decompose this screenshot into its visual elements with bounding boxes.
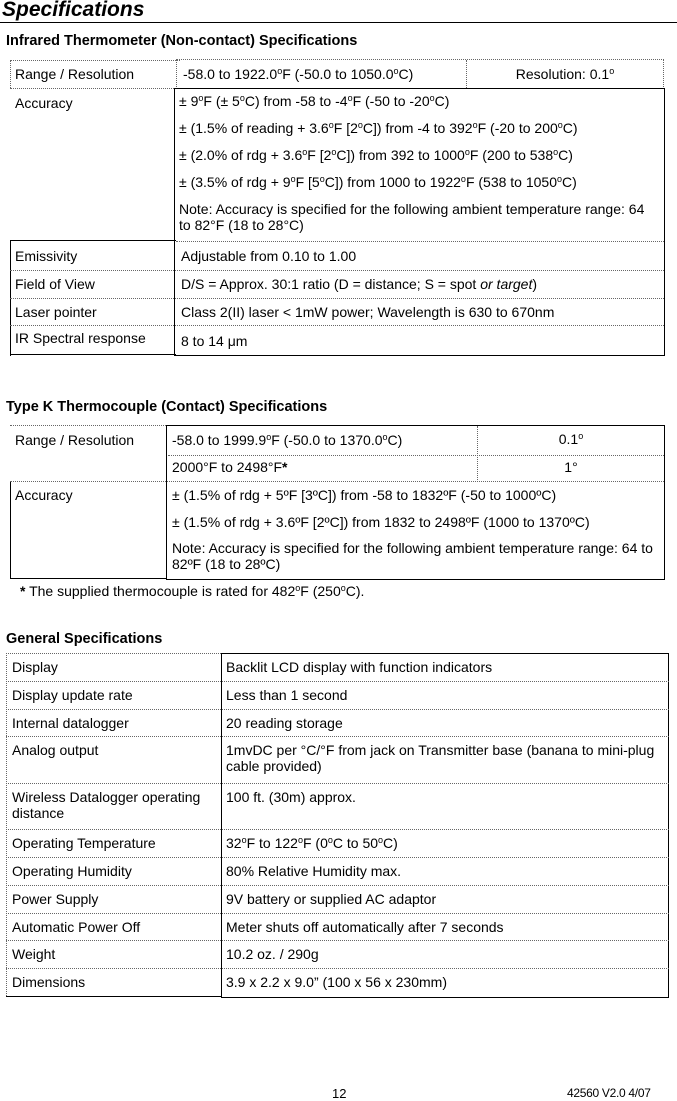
tk-heading: Type K Thermocouple (Contact) Specifications bbox=[6, 399, 328, 415]
ir-emissivity-label: Emissivity bbox=[15, 248, 78, 264]
ir-accuracy-line: ± (2.0% of rdg + $3.6^oF$ [2$^o$C]) from 392 to 1000$^o$F (200 to 538$^o$C) bbox=[179, 147, 573, 163]
tk-accuracy-line: ± (1.5% of rdg + 5ºF [3ºC]) from -58 to 1832ºF (-50 to 1000ºC) bbox=[172, 487, 557, 503]
gen-heading: General Specifications bbox=[6, 631, 163, 647]
gen-row-value: Less than 1 second bbox=[226, 687, 348, 703]
gen-row-value: 1mvDC per °C/°F from jack on Transmitter base (banana to mini-plug cable provided) bbox=[226, 742, 655, 774]
tk-accuracy-label: Accuracy bbox=[15, 487, 73, 503]
ir-range-value: -58.0 to 1922.0$^o$F (-50.0 to 1050.0$^o$C) bbox=[183, 66, 414, 82]
gen-row-value: Meter shuts off automatically after 7 seconds bbox=[226, 919, 504, 935]
ir-spectral-label: IR Spectral response bbox=[15, 330, 146, 346]
ir-accuracy-note: Note: Accuracy is specified for the following ambient temperature range: 64 to 82°F (18 to 28°C) bbox=[179, 201, 645, 233]
ir-heading: Infrared Thermometer (Non-contact) Specifications bbox=[6, 33, 358, 49]
gen-row-value: 100 ft. (30m) approx. bbox=[226, 789, 356, 805]
tk-res2: 1° bbox=[564, 459, 578, 475]
ir-resolution: Resolution: 0.1$^o$ bbox=[515, 66, 615, 82]
ir-accuracy-label: Accuracy bbox=[15, 95, 73, 111]
tk-footnote: * The supplied thermocouple is rated for 482$^o$F (250$^o$C). bbox=[20, 583, 365, 599]
page-title: Specifications bbox=[2, 0, 145, 21]
ir-spectral-value: 8 to 14 μm bbox=[181, 333, 248, 349]
ir-accuracy-line: ± (3.5% of rdg + $9^oF$ [5$^o$C]) from 1000 to 1922$^o$F (538 to 1050$^o$C) bbox=[179, 174, 577, 190]
gen-row-label: Power Supply bbox=[12, 891, 99, 907]
tk-range2: 2000°F to 2498°F* bbox=[172, 459, 288, 475]
gen-row-label: Display update rate bbox=[12, 687, 133, 703]
gen-row-label: Internal datalogger bbox=[12, 715, 129, 731]
ir-laser-label: Laser pointer bbox=[15, 304, 97, 320]
gen-row-value: Backlit LCD display with function indicators bbox=[226, 659, 493, 675]
ir-range-label: Range / Resolution bbox=[15, 66, 135, 82]
ir-emissivity-value: Adjustable from 0.10 to 1.00 bbox=[181, 248, 357, 264]
gen-row-value: 80% Relative Humidity max. bbox=[226, 863, 402, 879]
tk-res1: 0.1$^o$ bbox=[558, 431, 584, 447]
ir-fov-label: Field of View bbox=[15, 276, 95, 292]
ir-fov-value: D/S = Approx. 30:1 ratio (D = distance; S = spot or target) bbox=[181, 276, 538, 292]
tk-accuracy-line: ± (1.5% of rdg + 3.6ºF [2ºC]) from 1832 to 2498ºF (1000 to 1370ºC) bbox=[172, 514, 590, 530]
gen-row-value: 9V battery or supplied AC adaptor bbox=[226, 891, 437, 907]
tk-range-label: Range / Resolution bbox=[15, 432, 135, 448]
gen-row-label: Analog output bbox=[12, 742, 99, 758]
gen-row-label: Display bbox=[12, 659, 58, 675]
page-number: 12 bbox=[332, 1086, 347, 1101]
tk-accuracy-note: Note: Accuracy is specified for the following ambient temperature range: 64 to 82ºF (18 to 28ºC) bbox=[172, 540, 653, 572]
gen-row-label: Automatic Power Off bbox=[12, 919, 141, 935]
gen-row-label: Operating Temperature bbox=[12, 835, 156, 851]
gen-row-label: Dimensions bbox=[12, 974, 86, 990]
gen-row-label: Wireless Datalogger operating distance bbox=[12, 789, 201, 821]
gen-row-label: Operating Humidity bbox=[12, 863, 132, 879]
gen-row-value: 32$^o$F to 122$^o$F (0$^o$C to 50$^o$C) bbox=[226, 835, 398, 851]
gen-row-value: 10.2 oz. / 290g bbox=[226, 946, 319, 962]
doc-id: 42560 V2.0 4/07 bbox=[567, 1086, 651, 1100]
title-rule bbox=[0, 22, 677, 23]
gen-row-value: 20 reading storage bbox=[226, 715, 343, 731]
ir-laser-value: Class 2(II) laser < 1mW power; Wavelength is 630 to 670nm bbox=[181, 304, 555, 320]
ir-accuracy-line: ± (1.5% of reading + $3.6^oF$ [2$^o$C]) from -4 to 392$^o$F (-20 to 200$^o$C) bbox=[179, 120, 578, 136]
ir-accuracy-line: ± $9^oF$ (± $5^oC$) from -58 to -4$^o$F (-50 to -20$^o$C) bbox=[179, 93, 450, 109]
gen-row-value: 3.9 x 2.2 x 9.0” (100 x 56 x 230mm) bbox=[226, 974, 447, 990]
tk-range1: -58.0 to 1999.9$^o$F (-50.0 to 1370.0$^o$C) bbox=[172, 432, 403, 448]
gen-row-label: Weight bbox=[12, 946, 56, 962]
